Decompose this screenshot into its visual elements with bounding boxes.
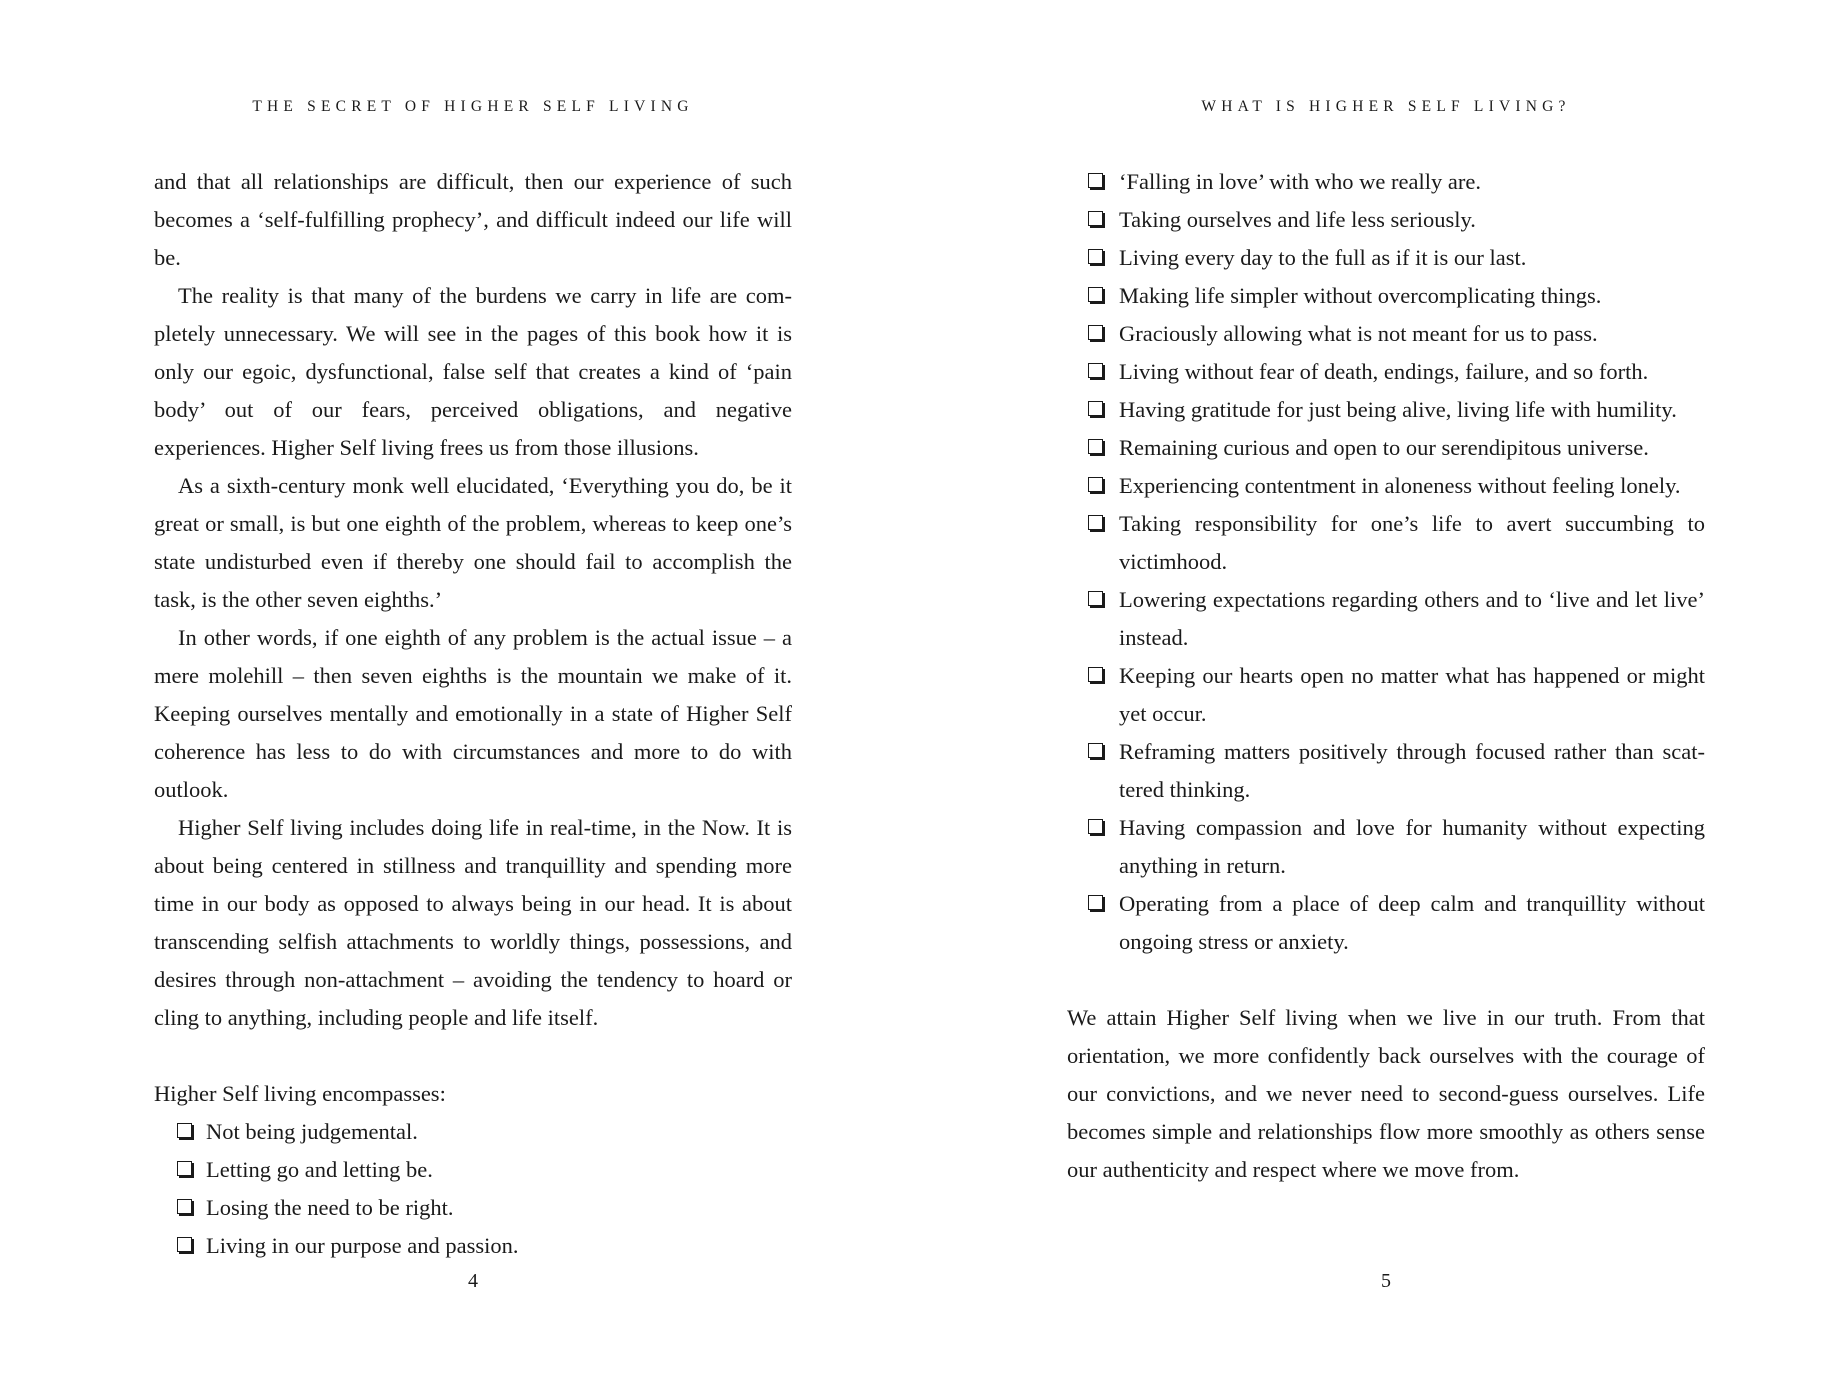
paragraph: In other words, if one eighth of any problem is the actual issue – a mere molehill – then seven eighths is the mountain we make of it. Keeping ourselves mentally and emotionally in a state of Higher Self coherence has less to do with circumstances and more to do with outlook. (154, 625, 792, 802)
list-item-label: Graciously allowing what is not meant for us to pass. (1119, 321, 1598, 346)
list-intro: Higher Self living encompasses: (154, 1081, 446, 1106)
list-item (1088, 429, 1705, 467)
closing-paragraph: We attain Higher Self living when we live in our truth. From that orientation, we more confidently back ourselves with the courage of our convictions, and we never need to second-guess ourselves. Life becomes simple and relationships flow more smoothly as others sense our authenticity and respect where we move from. (1067, 1005, 1705, 1182)
list-item-label: Living without fear of death, endings, failure, and so forth. (1119, 359, 1649, 384)
checkbox-icon (1088, 895, 1103, 910)
checkbox-icon (1088, 325, 1103, 340)
checkbox-icon (1088, 515, 1103, 530)
list-item-label: Living every day to the full as if it is our last. (1119, 245, 1527, 270)
list-item (1088, 163, 1705, 201)
list-item-label: Losing the need to be right. (206, 1195, 454, 1220)
spacer (1067, 961, 1705, 999)
list-item (1088, 467, 1705, 505)
list-item (1088, 391, 1705, 429)
checkbox-icon (1088, 173, 1103, 188)
list-item-label: Reframing matters positively through focused rather than scattered thinking. (1119, 739, 1705, 802)
running-head: WHAT IS HIGHER SELF LIVING? (1201, 98, 1571, 115)
list-item-label: Having compassion and love for humanity without expecting anything in return. (1119, 815, 1705, 878)
list-item (1088, 239, 1705, 277)
checkbox-icon (1088, 819, 1103, 834)
spacer (154, 1037, 792, 1075)
checklist (1088, 163, 1705, 961)
list-item (1088, 581, 1705, 657)
checkbox-icon (1088, 401, 1103, 416)
paragraph: The reality is that many of the burdens we carry in life are completely unnecessary. We will see in the pages of this book how it is only our egoic, dysfunctional, false self that creates a kind of ‘pain body’ out of our fears, perceived obligations, and negative experiences. Higher Self living frees us from those illusions. (154, 283, 792, 460)
list-item (1088, 353, 1705, 391)
list-item-label: Letting go and letting be. (206, 1157, 433, 1182)
body-text (154, 163, 792, 1265)
list-item-label: Operating from a place of deep calm and tranquillity without ongoing stress or anxiety. (1119, 891, 1705, 954)
checkbox-icon (1088, 477, 1103, 492)
checkbox-icon (1088, 439, 1103, 454)
checkbox-icon (1088, 249, 1103, 264)
list-item-label: Keeping our hearts open no matter what has happened or might yet occur. (1119, 663, 1705, 726)
list-item-label: Remaining curious and open to our serendipitous universe. (1119, 435, 1649, 460)
list-item (1088, 505, 1705, 581)
body-text (1067, 163, 1705, 1189)
list-item-label: Experiencing contentment in aloneness without feeling lonely. (1119, 473, 1681, 498)
paragraph: Higher Self living includes doing life in real-time, in the Now. It is about being centered in stillness and tranquillity and spending more time in our body as opposed to always being in our head. It is about transcending selfish attachments to worldly things, possessions, and desires through non-attachment – avoiding the tendency to hoard or cling to anything, including people and life itself. (154, 815, 792, 1030)
checkbox-icon (1088, 667, 1103, 682)
checkbox-icon (1088, 743, 1103, 758)
page-number: 4 (468, 1270, 478, 1292)
checkbox-icon (1088, 287, 1103, 302)
left-page (0, 0, 921, 1382)
list-item (177, 1113, 792, 1151)
checkbox-icon (177, 1237, 192, 1252)
list-item (1088, 277, 1705, 315)
list-item (177, 1227, 792, 1265)
list-item (1088, 733, 1705, 809)
list-item-label: Making life simpler without overcomplicating things. (1119, 283, 1602, 308)
checkbox-icon (1088, 363, 1103, 378)
checkbox-icon (1088, 211, 1103, 226)
list-item (177, 1151, 792, 1189)
list-item (1088, 201, 1705, 239)
list-item (1088, 657, 1705, 733)
checkbox-icon (177, 1161, 192, 1176)
list-item-label: Taking ourselves and life less seriously. (1119, 207, 1476, 232)
paragraph: and that all relationships are difficult, then our experience of such becomes a ‘self-fulfilling prophecy’, and difficult indeed our life will be. (154, 169, 792, 270)
checkbox-icon (177, 1123, 192, 1138)
checklist (177, 1113, 792, 1265)
running-head: THE SECRET OF HIGHER SELF LIVING (252, 98, 694, 115)
page-number: 5 (1381, 1270, 1391, 1292)
checkbox-icon (1088, 591, 1103, 606)
paragraph: As a sixth-century monk well elucidated, ‘Everything you do, be it great or small, is but one eighth of the problem, whereas to keep one’s state undisturbed even if thereby one should fail to accomplish the task, is the other seven eighths.’ (154, 473, 792, 612)
list-item (1088, 315, 1705, 353)
right-page (921, 0, 1842, 1382)
list-item-label: Not being judgemental. (206, 1119, 418, 1144)
list-item-label: Having gratitude for just being alive, living life with humility. (1119, 397, 1677, 422)
checkbox-icon (177, 1199, 192, 1214)
list-item-label: Taking responsibility for one’s life to avert succumbing to victimhood. (1119, 511, 1705, 574)
list-item-label: Living in our purpose and passion. (206, 1233, 519, 1258)
list-item-label: ‘Falling in love’ with who we really are. (1119, 169, 1481, 194)
list-item (1088, 885, 1705, 961)
list-item (1088, 809, 1705, 885)
list-item-label: Lowering expectations regarding others and to ‘live and let live’ instead. (1119, 587, 1705, 650)
list-item (177, 1189, 792, 1227)
